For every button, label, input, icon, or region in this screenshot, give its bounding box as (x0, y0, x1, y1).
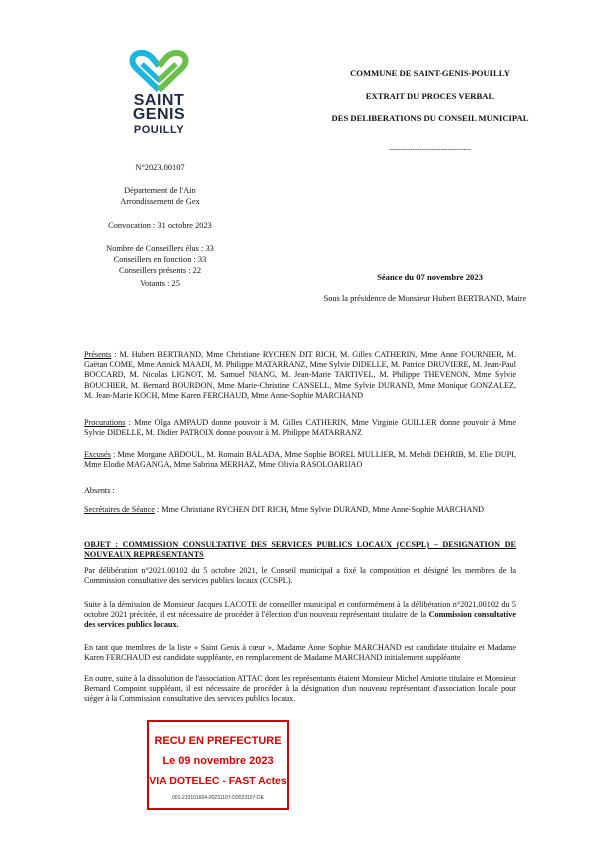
objet-heading (84, 540, 516, 560)
procurations-text: : Mme Olga AMPAUD donne pouvoir à M. Gilles CATHERIN, Mme Virginie GUILLER donne pouvoir à Mme Sylvie DIDELLE, M. Didier PATROIX donne pouvoir à M. Philippe MATARRANZ (84, 418, 516, 438)
stamp-line-4: 001-210101604-20231107-D2023107-DE (172, 795, 264, 801)
header-commune: COMMUNE DE SAINT-GENIS-POUILLY (350, 68, 510, 78)
logo-line-saint: SAINT (133, 92, 185, 109)
presents-text: : M. Hubert BERTRAND, Mme Christiane RYCHEN DIT RICH, M. Gilles CATHERIN, Mme Anne FOURNIER, M. Gaëtan COME, Mme Annick MAADI, M. Philippe MATARRANZ, Mme Sylvie DIDELLE, M. Patrice DRUVIERE, M. Jean-Paul BOCCARD, M. Nicolas LIGNOT, M. Samuel NIANG, M. Jean-Marie TARTIVEL, M. Philippe THEVENON, Mme Sylvie BOUCHIER, M. Bernard BOURDON, Mme Marie-Christine CANSELL, Mme Sylvie DURAND, Mme Monique GONZALEZ, M. Jean-Marie KOCH, Mme Karen FERCHAUD, Mme Anne-Sophie MARCHAND (84, 350, 516, 400)
municipal-logo (118, 50, 200, 137)
header-deliberations: DES DELIBERATIONS DU CONSEIL MUNICIPAL (331, 113, 529, 123)
secretaires-label: Secrétaires de Séance (84, 505, 155, 514)
procurations-paragraph (84, 418, 516, 438)
excuses-text: : Mme Morgane ABDOUL, M. Romain BALADA, Mme Sophie BOREL MULLIER, M. Mehdi DEHRIB, M. Elie DUPI, Mme Elodie MAGANGA, Mme Sabrina MERHAZ, Mme Olivia RASOLOARIJAO (84, 450, 516, 470)
nombre-elus: Nombre de Conseillers élus : 33 (106, 244, 214, 253)
excuses-paragraph (84, 450, 516, 470)
heart-logo-icon (118, 50, 200, 94)
arrondissement: Arrondissement de Gex (120, 197, 200, 206)
absents: Absents : (84, 486, 115, 495)
header-extrait: EXTRAIT DU PROCES VERBAL (365, 91, 495, 101)
procurations-label: Procurations (84, 418, 126, 427)
paragraph-4: En outre, suite à la dissolution de l'association ATTAC dont les représentants étaient Monsieur Michel Amiotte titulaire et Monsieur Bernard Compoint suppléant, il est nécessaire de procéder à la désignation d'un nouveau représentant d'association locale pour siéger à la Commission consultative des services publics locaux. (84, 674, 516, 704)
logo-line-pouilly: POUILLY (133, 124, 185, 136)
secretaires-text: : Mme Christiane RYCHEN DIT RICH, Mme Sylvie DURAND, Mme Anne-Sophie MARCHAND (154, 505, 485, 514)
votants: Votants : 25 (140, 279, 180, 288)
stamp-line-1: RECU EN PREFECTURE (154, 735, 282, 747)
paragraph-1: Par délibération n°2021.00102 du 5 octobre 2021, le Conseil municipal a fixé la composition et désigné les membres de la Commission consultative des services publics locaux (CCSPL). (84, 566, 516, 586)
convocation: Convocation : 31 octobre 2023 (108, 221, 212, 230)
stamp-line-3: VIA DOTELEC - FAST Actes (149, 775, 287, 787)
logo-wordmark (118, 94, 200, 137)
logo-line-genis: GENIS (132, 106, 186, 123)
presents-label: Présents (84, 350, 112, 359)
stamp-line-2: Le 09 novembre 2023 (162, 755, 274, 767)
numero: N°2023.00107 (135, 163, 185, 172)
conseillers-fonction: Conseillers en fonction : 33 (113, 255, 207, 264)
paragraph-2 (84, 600, 516, 631)
paragraph-2-bold: Commission consultative des services publics locaux. (84, 610, 517, 630)
secretaires-paragraph (84, 505, 516, 515)
paragraph-2-text: Suite à la démission de Monsieur Jacques LACOTE de conseiller municipal et conformément à la délibération n°2021.00102 du 5 octobre 2021 précitée, il est nécessaire de procéder à l'élection d'un nouveau représentant titulaire de la (84, 600, 516, 620)
objet-title: : COMMISSION CONSULTATIVE DES SERVICES PUBLICS LOCAUX (CCSPL) – DESIGNATION DE NOUVEAUX REPRESENTANTS (84, 540, 516, 560)
seance-date: Séance du 07 novembre 2023 (377, 272, 483, 282)
excuses-label: Excusés (84, 450, 111, 459)
paragraph-3: En tant que membres de la liste « Saint Genis à cœur », Madame Anne Sophie MARCHAND est candidate titulaire et Madame Karen FERCHAUD est candidate suppléante, en remplacement de Madame MARCHAND initialement suppléante (84, 643, 516, 663)
prefecture-stamp (147, 720, 289, 810)
seance-presidence: Sous la présidence de Monsieur Hubert BERTRAND, Maire (323, 294, 527, 303)
conseillers-presents: Conseillers présents : 22 (118, 266, 202, 275)
header-separator: ----------------------------------- (389, 145, 471, 153)
departement: Département de l'Ain (124, 186, 196, 195)
objet-label: OBJET (84, 540, 111, 549)
presents-paragraph (84, 350, 516, 401)
